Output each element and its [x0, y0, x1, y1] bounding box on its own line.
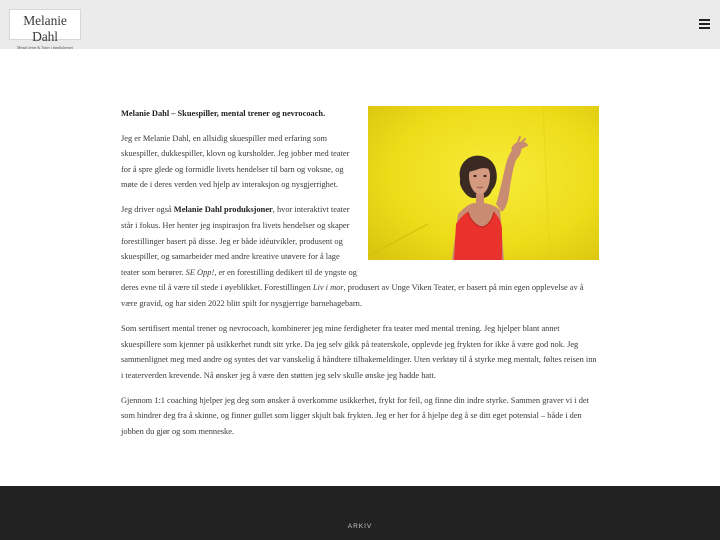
- p2-text-1: Jeg driver også: [121, 205, 174, 215]
- paragraph-3: Som sertifisert mental trener og nevrocoach, kombinerer jeg mine ferdigheter fra teater med mental trening. Jeg hjelper blant annet skuespillere som kjenner på usikkerhet rundt sitt yrke. Da jeg selv gikk på teaterskole, opplevde jeg frykten for ikke å være god nok. Jeg sammenlignet meg med andre og syntes det var vanskelig å håndtere tilbakemeldinger. Uten verktøy til å styrke meg mentalt, føltes reisen inn i teaterverden krevende. Nå ønsker jeg å være den støtten jeg selv skulle ønske jeg hadde hatt.: [121, 323, 597, 380]
- paragraph-1: Jeg er Melanie Dahl, en allsidig skuespiller med erfaring som skuespiller, dukkespiller, klovn og kursholder. Jeg jobber med teater for å spre glede og formidle livets hendelser til barn og voksne, og møte de i deres verden ved hjelp av interaksjon og nysgjerrighet.: [121, 133, 350, 190]
- paragraph-4: Gjennom 1:1 coaching hjelper jeg deg som ønsker å overkomme usikkerhet, frykt for feil, og finne din indre styrke. Sammen graver vi i det som hindrer deg fra å skinne, og finner gullet som ligger skjult bak frykten. Jeg er her for å hjelpe deg å se ditt eget potensial – både i den jobben du gjør og som menneske.: [121, 395, 589, 436]
- portrait-image: [368, 106, 599, 260]
- intro-heading-text: Melanie Dahl – Skuespiller, mental trener og nevrocoach.: [121, 109, 326, 118]
- menu-bar: [699, 19, 710, 21]
- p2-text-2: , hvor interaktivt teater står i fokus. Her henter jeg inspirasjon fra livets hendelser og skaper forestillinger basert på disse. Jeg er både idéutvikler, produsent og skuespiller, og samarbeider med andre kreative utøvere for å lage teater som berører.: [121, 205, 350, 277]
- p2-show-title-2: Liv i mor: [312, 283, 344, 293]
- portrait-photo: [368, 106, 599, 260]
- p2-show-title-1: SE Opp!: [185, 267, 215, 277]
- menu-bar: [699, 23, 710, 25]
- site-footer: [0, 486, 720, 540]
- logo-tagline: Mental trener & Teater i mindfulnesset: [17, 46, 73, 50]
- p2-company-name: Melanie Dahl produksjoner: [173, 205, 273, 215]
- p2-text-3: , er en forestilling dedikert til de yngste og deres evne til å være til stede i øyeblikket. Forestillingen: [121, 267, 357, 293]
- menu-bar: [699, 27, 710, 29]
- site-header: [0, 0, 720, 49]
- main-content: [121, 106, 599, 449]
- p2-text-4: , produsert av Unge Viken Teater, er basert på min egen opplevelse av å være gravid, og har siden 2022 blitt spilt for nysgjerrige barnehagebarn.: [121, 283, 584, 308]
- site-logo[interactable]: [9, 9, 81, 50]
- hamburger-menu-icon[interactable]: [699, 19, 710, 29]
- archive-link[interactable]: ARKIV: [347, 523, 373, 530]
- logo-name: Melanie Dahl: [23, 13, 67, 44]
